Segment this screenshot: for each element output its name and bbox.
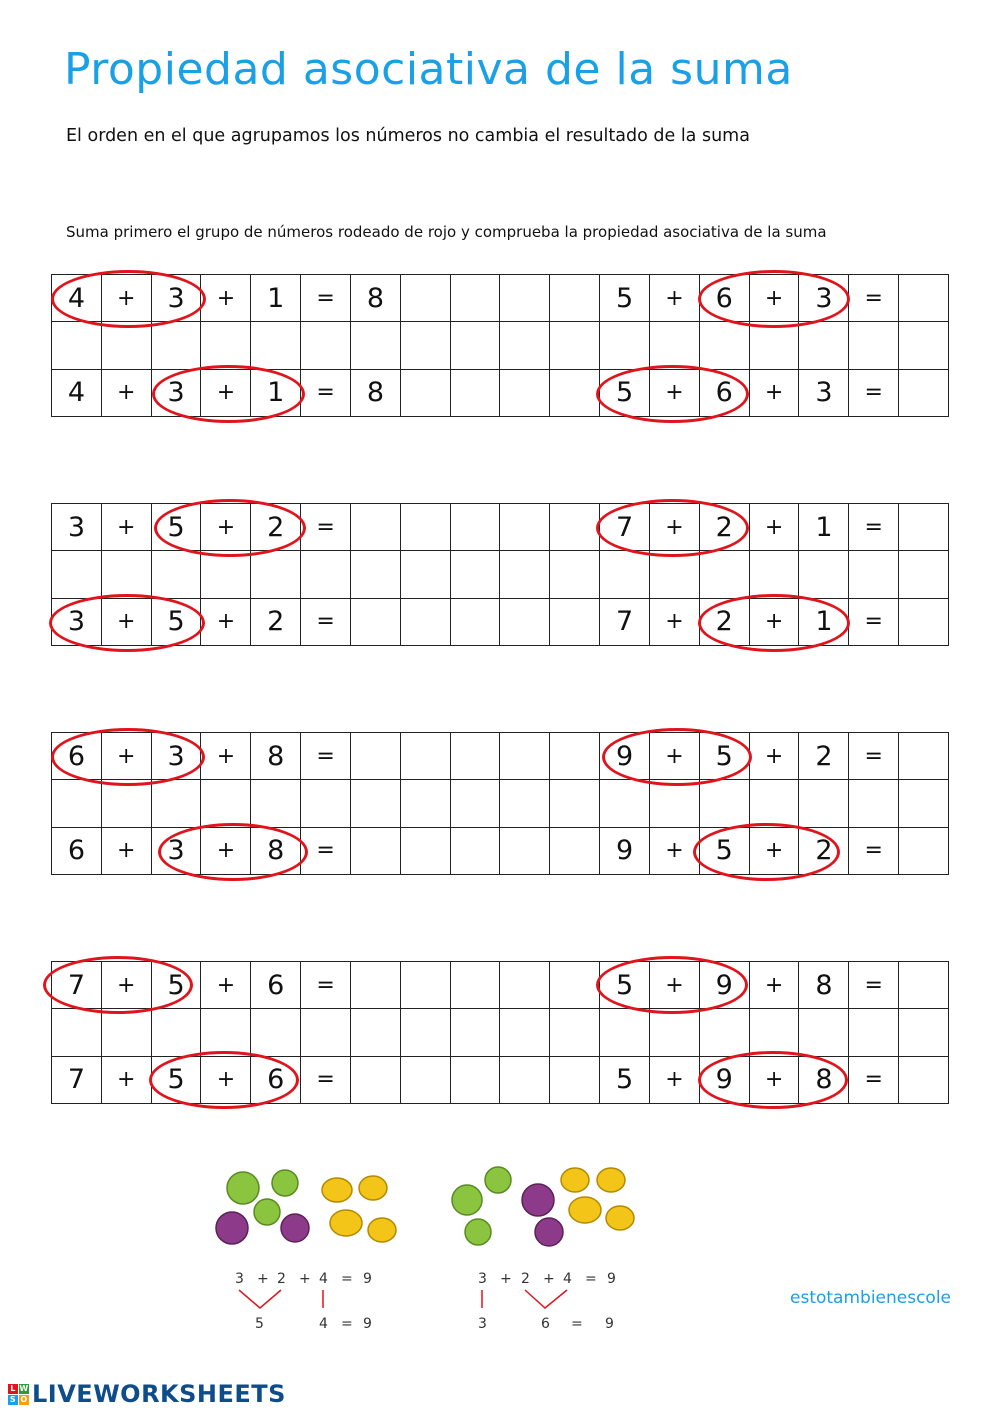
answer-cell[interactable] [301, 551, 351, 598]
answer-cell[interactable] [201, 551, 251, 598]
svg-text:+: + [543, 1271, 555, 1287]
answer-cell[interactable] [799, 551, 849, 598]
number-cell: 2 [799, 733, 849, 780]
operator-cell: = [849, 599, 899, 646]
answer-cell[interactable] [849, 780, 899, 827]
answer-cell[interactable] [650, 780, 700, 827]
answer-cell[interactable] [700, 780, 750, 827]
number-cell: 2 [799, 828, 849, 875]
answer-cell[interactable] [102, 780, 152, 827]
number-cell: 4 [52, 370, 102, 417]
svg-text:+: + [299, 1271, 311, 1287]
number-cell: 1 [251, 275, 301, 322]
answer-cell[interactable] [351, 733, 401, 780]
answer-cell[interactable] [351, 322, 401, 369]
answer-cell[interactable] [351, 551, 401, 598]
number-cell: 2 [700, 599, 750, 646]
number-cell: 6 [251, 1057, 301, 1104]
number-cell: 5 [152, 962, 202, 1009]
answer-cell[interactable] [401, 322, 451, 369]
answer-cell[interactable] [500, 780, 550, 827]
operator-cell: + [650, 962, 700, 1009]
operator-cell: = [301, 733, 351, 780]
answer-cell[interactable] [500, 599, 550, 646]
answer-cell[interactable] [451, 828, 501, 875]
answer-cell[interactable] [550, 599, 600, 646]
answer-cell[interactable] [550, 828, 600, 875]
operator-cell: + [201, 962, 251, 1009]
number-cell: 5 [700, 828, 750, 875]
number-cell: 8 [351, 275, 401, 322]
operator-cell: = [301, 504, 351, 551]
answer-cell[interactable] [500, 370, 550, 417]
operator-cell: + [201, 599, 251, 646]
answer-cell[interactable] [401, 551, 451, 598]
operator-cell: + [102, 733, 152, 780]
operator-cell: + [102, 370, 152, 417]
number-cell: 7 [600, 504, 650, 551]
answer-cell[interactable] [700, 1009, 750, 1056]
answer-cell[interactable] [451, 551, 501, 598]
number-cell: 8 [799, 1057, 849, 1104]
operator-cell: = [849, 370, 899, 417]
number-cell: 3 [799, 275, 849, 322]
operator-cell: + [201, 275, 251, 322]
answer-cell[interactable] [600, 322, 650, 369]
answer-cell[interactable] [750, 322, 800, 369]
answer-cell[interactable] [451, 1009, 501, 1056]
operator-cell: + [650, 733, 700, 780]
number-cell: 5 [600, 275, 650, 322]
number-cell: 2 [251, 504, 301, 551]
number-cell: 2 [251, 599, 301, 646]
number-cell: 1 [799, 599, 849, 646]
answer-cell[interactable] [500, 1009, 550, 1056]
svg-text:4: 4 [319, 1316, 328, 1332]
number-cell: 9 [600, 733, 650, 780]
answer-cell[interactable] [451, 504, 501, 551]
answer-cell[interactable] [351, 828, 401, 875]
number-cell: 3 [799, 370, 849, 417]
number-cell: 1 [251, 370, 301, 417]
answer-cell[interactable] [899, 551, 949, 598]
operator-cell: = [849, 828, 899, 875]
answer-cell[interactable] [500, 1057, 550, 1104]
svg-text:3: 3 [478, 1271, 487, 1287]
operator-cell: + [750, 733, 800, 780]
logo-text: LIVEWORKSHEETS [32, 1380, 286, 1408]
answer-cell[interactable] [451, 275, 501, 322]
answer-cell[interactable] [451, 599, 501, 646]
answer-cell[interactable] [401, 504, 451, 551]
answer-cell[interactable] [351, 599, 401, 646]
operator-cell: = [849, 275, 899, 322]
svg-text:9: 9 [363, 1316, 372, 1332]
number-cell: 3 [52, 504, 102, 551]
operator-cell: + [102, 1057, 152, 1104]
operator-cell: = [849, 504, 899, 551]
answer-cell[interactable] [899, 322, 949, 369]
operator-cell: + [201, 504, 251, 551]
answer-cell[interactable] [650, 1009, 700, 1056]
operator-cell: + [102, 599, 152, 646]
number-cell: 1 [799, 504, 849, 551]
answer-cell[interactable] [152, 780, 202, 827]
number-cell: 6 [52, 828, 102, 875]
operator-cell: = [301, 962, 351, 1009]
answer-cell[interactable] [451, 322, 501, 369]
answer-cell[interactable] [451, 733, 501, 780]
answer-cell[interactable] [849, 551, 899, 598]
number-cell: 8 [251, 733, 301, 780]
answer-cell[interactable] [899, 1009, 949, 1056]
number-cell: 7 [52, 962, 102, 1009]
answer-cell[interactable] [451, 1057, 501, 1104]
operator-cell: = [301, 1057, 351, 1104]
operator-cell: + [650, 1057, 700, 1104]
answer-cell[interactable] [52, 322, 102, 369]
answer-cell[interactable] [899, 733, 949, 780]
instructions: Suma primero el grupo de números rodeado de rojo y comprueba la propiedad asociativa de la suma [66, 223, 827, 241]
number-cell: 3 [52, 599, 102, 646]
operator-cell: = [849, 1057, 899, 1104]
answer-cell[interactable] [500, 322, 550, 369]
answer-cell[interactable] [351, 1009, 401, 1056]
number-cell: 4 [52, 275, 102, 322]
answer-cell[interactable] [849, 322, 899, 369]
answer-cell[interactable] [550, 504, 600, 551]
svg-text:4: 4 [563, 1271, 572, 1287]
answer-cell[interactable] [401, 1057, 451, 1104]
operator-cell: + [750, 828, 800, 875]
operator-cell: = [849, 962, 899, 1009]
answer-cell[interactable] [251, 551, 301, 598]
number-cell: 5 [152, 504, 202, 551]
answer-cell[interactable] [550, 275, 600, 322]
answer-cell[interactable] [152, 1009, 202, 1056]
number-cell: 9 [600, 828, 650, 875]
number-cell: 7 [600, 599, 650, 646]
svg-text:+: + [500, 1271, 512, 1287]
answer-cell[interactable] [799, 322, 849, 369]
operator-cell: + [102, 828, 152, 875]
answer-cell[interactable] [351, 780, 401, 827]
answer-cell[interactable] [899, 370, 949, 417]
answer-cell[interactable] [550, 780, 600, 827]
liveworksheets-logo[interactable] [8, 1380, 286, 1408]
operator-cell: = [849, 733, 899, 780]
svg-text:4: 4 [319, 1271, 328, 1287]
right-fruit-group [452, 1167, 634, 1246]
answer-cell[interactable] [152, 551, 202, 598]
answer-cell[interactable] [251, 322, 301, 369]
svg-text:+: + [257, 1271, 269, 1287]
answer-cell[interactable] [700, 551, 750, 598]
number-cell: 6 [251, 962, 301, 1009]
answer-cell[interactable] [650, 322, 700, 369]
answer-cell[interactable] [550, 1057, 600, 1104]
answer-cell[interactable] [899, 599, 949, 646]
number-cell: 3 [152, 733, 202, 780]
answer-cell[interactable] [152, 322, 202, 369]
number-cell: 7 [52, 1057, 102, 1104]
operator-cell: + [102, 504, 152, 551]
subtitle: El orden en el que agrupamos los números no cambia el resultado de la suma [66, 126, 750, 146]
operator-cell: + [750, 504, 800, 551]
number-cell: 6 [52, 733, 102, 780]
answer-cell[interactable] [600, 780, 650, 827]
right-example [478, 1271, 616, 1332]
number-cell: 8 [799, 962, 849, 1009]
number-cell: 6 [700, 275, 750, 322]
answer-cell[interactable] [351, 504, 401, 551]
svg-text:=: = [585, 1271, 597, 1287]
operator-cell: + [750, 275, 800, 322]
svg-text:=: = [341, 1316, 353, 1332]
operator-cell: + [750, 599, 800, 646]
svg-text:9: 9 [363, 1271, 372, 1287]
operator-cell: + [201, 1057, 251, 1104]
answer-cell[interactable] [52, 551, 102, 598]
logo-icon: L W S O [9, 1383, 29, 1404]
answer-cell[interactable] [301, 1009, 351, 1056]
answer-cell[interactable] [401, 780, 451, 827]
credit-text: estotambienescole [790, 1288, 952, 1308]
fruit-illustration [205, 1150, 655, 1340]
operator-cell: + [650, 275, 700, 322]
operator-cell: + [750, 370, 800, 417]
svg-text:=: = [571, 1316, 583, 1332]
number-cell: 5 [700, 733, 750, 780]
operator-cell: + [650, 828, 700, 875]
number-cell: 2 [700, 504, 750, 551]
operator-cell: + [650, 599, 700, 646]
answer-cell[interactable] [899, 504, 949, 551]
answer-cell[interactable] [451, 962, 501, 1009]
svg-text:3: 3 [478, 1316, 487, 1332]
answer-cell[interactable] [700, 322, 750, 369]
answer-cell[interactable] [750, 780, 800, 827]
answer-cell[interactable] [451, 780, 501, 827]
answer-cell[interactable] [401, 599, 451, 646]
number-cell: 8 [351, 370, 401, 417]
answer-cell[interactable] [500, 962, 550, 1009]
answer-cell[interactable] [401, 828, 451, 875]
answer-cell[interactable] [550, 370, 600, 417]
answer-cell[interactable] [301, 780, 351, 827]
answer-cell[interactable] [600, 1009, 650, 1056]
answer-cell[interactable] [351, 962, 401, 1009]
answer-cell[interactable] [102, 322, 152, 369]
number-cell: 3 [152, 828, 202, 875]
answer-cell[interactable] [550, 962, 600, 1009]
left-example [235, 1271, 372, 1332]
number-cell: 5 [600, 370, 650, 417]
operator-cell: = [301, 599, 351, 646]
answer-cell[interactable] [401, 1009, 451, 1056]
svg-text:2: 2 [277, 1271, 286, 1287]
svg-text:6: 6 [541, 1316, 550, 1332]
number-cell: 5 [152, 599, 202, 646]
number-cell: 3 [152, 275, 202, 322]
answer-cell[interactable] [550, 551, 600, 598]
number-cell: 9 [700, 962, 750, 1009]
answer-cell[interactable] [550, 1009, 600, 1056]
answer-cell[interactable] [500, 551, 550, 598]
number-cell: 5 [600, 1057, 650, 1104]
answer-cell[interactable] [750, 551, 800, 598]
svg-text:2: 2 [521, 1271, 530, 1287]
answer-cell[interactable] [301, 322, 351, 369]
number-cell: 8 [251, 828, 301, 875]
operator-cell: = [301, 828, 351, 875]
number-cell: 3 [152, 370, 202, 417]
answer-cell[interactable] [899, 1057, 949, 1104]
number-cell: 5 [152, 1057, 202, 1104]
answer-cell[interactable] [600, 551, 650, 598]
operator-cell: + [650, 504, 700, 551]
operator-cell: + [201, 733, 251, 780]
operator-cell: = [301, 275, 351, 322]
operator-cell: + [102, 962, 152, 1009]
answer-cell[interactable] [451, 370, 501, 417]
answer-cell[interactable] [201, 322, 251, 369]
answer-cell[interactable] [201, 780, 251, 827]
exercise-grid-4 [51, 961, 949, 1104]
answer-cell[interactable] [500, 828, 550, 875]
operator-cell: + [750, 962, 800, 1009]
exercise-grid-3 [51, 732, 949, 875]
svg-text:5: 5 [255, 1316, 264, 1332]
answer-cell[interactable] [351, 1057, 401, 1104]
exercise-grid-1 [51, 274, 949, 417]
answer-cell[interactable] [201, 1009, 251, 1056]
exercise-grid-2 [51, 503, 949, 646]
svg-text:3: 3 [235, 1271, 244, 1287]
answer-cell[interactable] [899, 962, 949, 1009]
answer-cell[interactable] [251, 780, 301, 827]
operator-cell: + [201, 370, 251, 417]
svg-text:9: 9 [605, 1316, 614, 1332]
page-title: Propiedad asociativa de la suma [64, 44, 793, 95]
answer-cell[interactable] [650, 551, 700, 598]
answer-cell[interactable] [500, 275, 550, 322]
answer-cell[interactable] [899, 275, 949, 322]
operator-cell: + [201, 828, 251, 875]
operator-cell: + [102, 275, 152, 322]
answer-cell[interactable] [401, 733, 451, 780]
answer-cell[interactable] [550, 733, 600, 780]
left-fruit-group [216, 1170, 396, 1244]
answer-cell[interactable] [500, 733, 550, 780]
answer-cell[interactable] [401, 962, 451, 1009]
answer-cell[interactable] [500, 504, 550, 551]
answer-cell[interactable] [849, 1009, 899, 1056]
number-cell: 6 [700, 370, 750, 417]
answer-cell[interactable] [52, 780, 102, 827]
answer-cell[interactable] [52, 1009, 102, 1056]
answer-cell[interactable] [799, 780, 849, 827]
operator-cell: + [650, 370, 700, 417]
svg-text:9: 9 [607, 1271, 616, 1287]
answer-cell[interactable] [401, 370, 451, 417]
answer-cell[interactable] [102, 551, 152, 598]
answer-cell[interactable] [401, 275, 451, 322]
answer-cell[interactable] [799, 1009, 849, 1056]
svg-text:=: = [341, 1271, 353, 1287]
answer-cell[interactable] [102, 1009, 152, 1056]
number-cell: 9 [700, 1057, 750, 1104]
answer-cell[interactable] [251, 1009, 301, 1056]
operator-cell: = [301, 370, 351, 417]
number-cell: 5 [600, 962, 650, 1009]
answer-cell[interactable] [899, 780, 949, 827]
operator-cell: + [750, 1057, 800, 1104]
answer-cell[interactable] [550, 322, 600, 369]
answer-cell[interactable] [899, 828, 949, 875]
answer-cell[interactable] [750, 1009, 800, 1056]
